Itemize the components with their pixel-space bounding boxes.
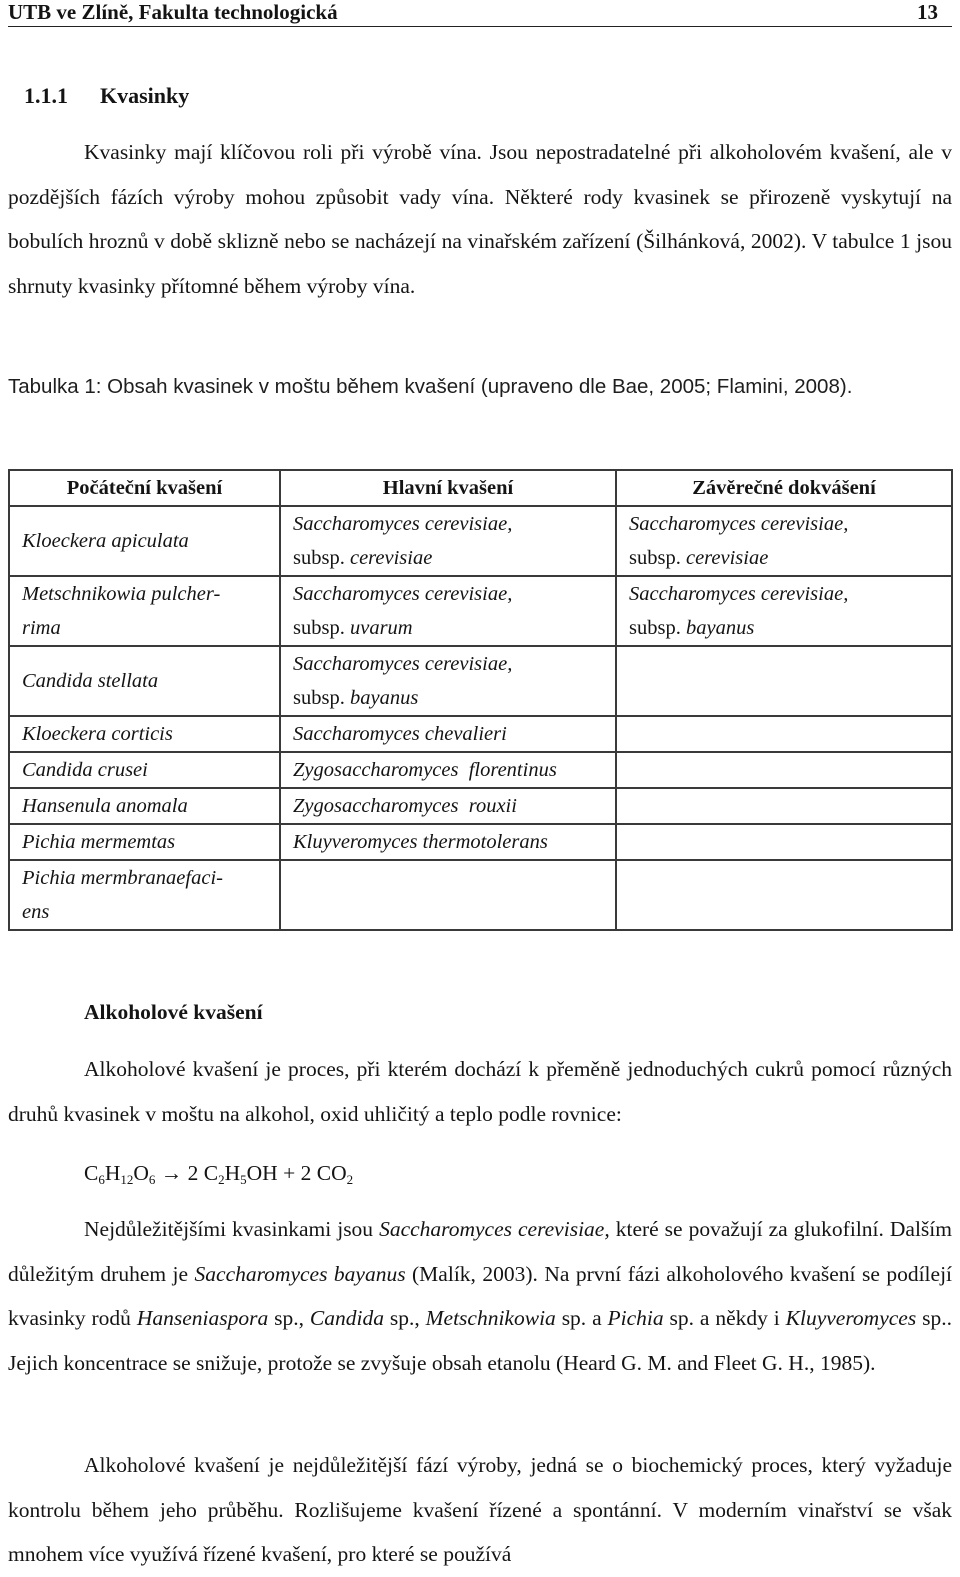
- cell-text: Saccharomyces cerevisiae,: [293, 513, 513, 535]
- table-cell: [9, 716, 280, 752]
- header-final: Závěrečné dokvášení: [616, 470, 952, 506]
- header-initial: Počáteční kvašení: [9, 470, 280, 506]
- cell-text: Hansenula anomala: [22, 795, 188, 817]
- chemical-equation: [84, 1155, 353, 1198]
- text-run: sp. a: [555, 1306, 608, 1331]
- text-run: sp.. Jejich koncentrace se snižuje, protože se zvyšuje obsah etanolu (Heard G. M. and Fleet G. H., 1985).: [8, 1306, 952, 1375]
- table-caption: Tabulka 1: Obsah kvasinek v moštu během kvašení (upraveno dle Bae, 2005; Flamini, 2008).: [8, 375, 853, 398]
- text-run: Nejdůležitějšími kvasinkami jsou: [84, 1217, 380, 1241]
- table-cell-empty: [616, 752, 952, 788]
- cell-text: Saccharomyces chevalieri: [293, 723, 507, 745]
- section-heading: [24, 82, 189, 110]
- cell-text: Kloeckera apiculata: [22, 530, 189, 552]
- table-cell: [9, 646, 280, 716]
- header-main: Hlavní kvašení: [280, 470, 616, 506]
- species-name: Pichia: [607, 1306, 664, 1331]
- cell-text: subsp.: [293, 687, 345, 709]
- table-cell: [280, 788, 616, 824]
- cell-text: cerevisiae: [685, 547, 769, 569]
- cell-text: bayanus: [349, 687, 419, 709]
- cell-text: Zygosaccharomyces rouxii: [293, 795, 517, 817]
- cell-text: Zygosaccharomyces florentinus: [293, 759, 557, 781]
- table-cell: [280, 506, 616, 576]
- eq-part: C: [203, 1161, 219, 1185]
- eq-part: 2: [187, 1161, 199, 1185]
- cell-text: Pichia mermemtas: [22, 831, 176, 853]
- cell-text: Kluyveromyces thermotolerans: [293, 831, 548, 853]
- table-cell: [9, 576, 280, 646]
- eq-part: +: [283, 1161, 296, 1185]
- table-row: [9, 752, 952, 788]
- cell-text: uvarum: [349, 617, 413, 639]
- page-header: [8, 0, 952, 27]
- intro-paragraph: Kvasinky mají klíčovou roli při výrobě vína. Jsou nepostradatelné při alkoholovém kvašení, ale v pozdějších fázích výroby mohou způsobit vady vína. Některé rody kvasinek se přirozeně vyskytují na bobulích hroznů v době sklizně nebo se nacházejí na vinařském zařízení (Šilhánková, 2002). V tabulce 1 jsou shrnuty kvasinky přítomné během výroby vína.: [8, 140, 952, 298]
- cell-text: Saccharomyces cerevisiae,: [629, 583, 849, 605]
- text-run: sp.,: [268, 1306, 310, 1331]
- table-cell-empty: [280, 860, 616, 930]
- cell-text: Pichia mermbranaefaci-: [22, 867, 223, 889]
- cell-text: Metschnikowia pulcher-: [22, 583, 221, 605]
- cell-text: cerevisiae: [349, 547, 433, 569]
- cell-text: Saccharomyces cerevisiae,: [293, 583, 513, 605]
- cell-text: Kloeckera corticis: [22, 723, 173, 745]
- eq-sub: 12: [120, 1172, 134, 1187]
- cell-text: Candida crusei: [22, 759, 148, 781]
- species-name: Candida: [309, 1306, 384, 1331]
- eq-part: 2: [300, 1161, 312, 1185]
- cell-text: rima: [22, 617, 61, 639]
- table-row: [9, 576, 952, 646]
- eq-part: O: [133, 1161, 149, 1185]
- table-row: [9, 824, 952, 860]
- table-cell: [280, 716, 616, 752]
- table-cell: [9, 860, 280, 930]
- table-cell: [9, 506, 280, 576]
- species-name: Saccharomyces cerevisiae,: [379, 1217, 610, 1241]
- species-name: Hanseniaspora: [136, 1306, 269, 1331]
- table-row: [9, 788, 952, 824]
- species-name: Saccharomyces bayanus: [194, 1261, 406, 1286]
- cell-text: Saccharomyces cerevisiae,: [293, 653, 513, 675]
- eq-part: C: [84, 1161, 99, 1185]
- yeast-table: [8, 469, 953, 931]
- cell-text: subsp.: [629, 617, 681, 639]
- table-cell: [280, 824, 616, 860]
- eq-part: CO: [316, 1161, 347, 1185]
- table-cell: [9, 788, 280, 824]
- eq-part: OH: [246, 1161, 278, 1185]
- table-row: [9, 646, 952, 716]
- table-cell-empty: [616, 860, 952, 930]
- header-school: UTB ve Zlíně, Fakulta technologická: [8, 0, 338, 24]
- table-cell: [9, 824, 280, 860]
- table-cell: [280, 576, 616, 646]
- section-title: Kvasinky: [100, 83, 190, 108]
- eq-sub: 2: [218, 1172, 225, 1187]
- cell-text: ens: [22, 901, 50, 923]
- cell-text: subsp.: [629, 547, 681, 569]
- cell-text: subsp.: [293, 617, 345, 639]
- table-cell-empty: [616, 646, 952, 716]
- table-cell: [616, 506, 952, 576]
- eq-sub: 2: [346, 1172, 354, 1187]
- species-name: Kluyveromyces: [785, 1306, 917, 1331]
- table-cell: [616, 576, 952, 646]
- eq-part: H: [104, 1161, 121, 1185]
- text-run: sp. a někdy i: [663, 1306, 786, 1331]
- paragraph-fermentation: Alkoholové kvašení je proces, při kterém dochází k přeměně jednoduchých cukrů pomocí různých druhů kvasinek v moštu na alkohol, oxid uhličitý a teplo podle rovnice:: [8, 1057, 952, 1126]
- paragraph-control: Alkoholové kvašení je nejdůležitější fází výroby, jedná se o biochemický proces, který vyžaduje kontrolu během jeho průběhu. Rozlišujeme kvašení řízené a spontánní. V moderním vinařství se však mnohem více využívá řízené kvašení, pro které se používá: [8, 1453, 952, 1567]
- table-row: [9, 860, 952, 930]
- paragraph-yeasts: [8, 1207, 952, 1385]
- table-row: [9, 716, 952, 752]
- cell-text: Saccharomyces cerevisiae,: [629, 513, 849, 535]
- eq-arrow: →: [160, 1161, 183, 1185]
- table-cell-empty: [616, 788, 952, 824]
- cell-text: bayanus: [685, 617, 755, 639]
- table-cell-empty: [616, 716, 952, 752]
- eq-sub: 6: [148, 1172, 156, 1187]
- subheading: Alkoholové kvašení: [84, 1000, 263, 1024]
- species-name: Metschnikowia: [425, 1306, 556, 1331]
- table-cell: [280, 752, 616, 788]
- text-run: které se považují za glukofilní. Dalším důležitým druhem je: [8, 1217, 952, 1286]
- table-cell: [9, 752, 280, 788]
- cell-text: subsp.: [293, 547, 345, 569]
- table-header-row: [9, 470, 952, 506]
- table-cell: [280, 646, 616, 716]
- eq-sub: 6: [98, 1172, 105, 1187]
- eq-sub: 5: [240, 1172, 247, 1187]
- table-row: [9, 506, 952, 576]
- table-cell-empty: [616, 824, 952, 860]
- cell-text: Candida stellata: [22, 670, 159, 692]
- eq-part: H: [224, 1161, 241, 1185]
- text-run: (Malík, 2003). Na první fázi alkoholového kvašení se podílejí kvasinky rodů: [8, 1261, 953, 1331]
- page-number: 13: [917, 0, 938, 24]
- section-number: 1.1.1: [24, 83, 68, 108]
- text-run: sp.,: [383, 1306, 426, 1331]
